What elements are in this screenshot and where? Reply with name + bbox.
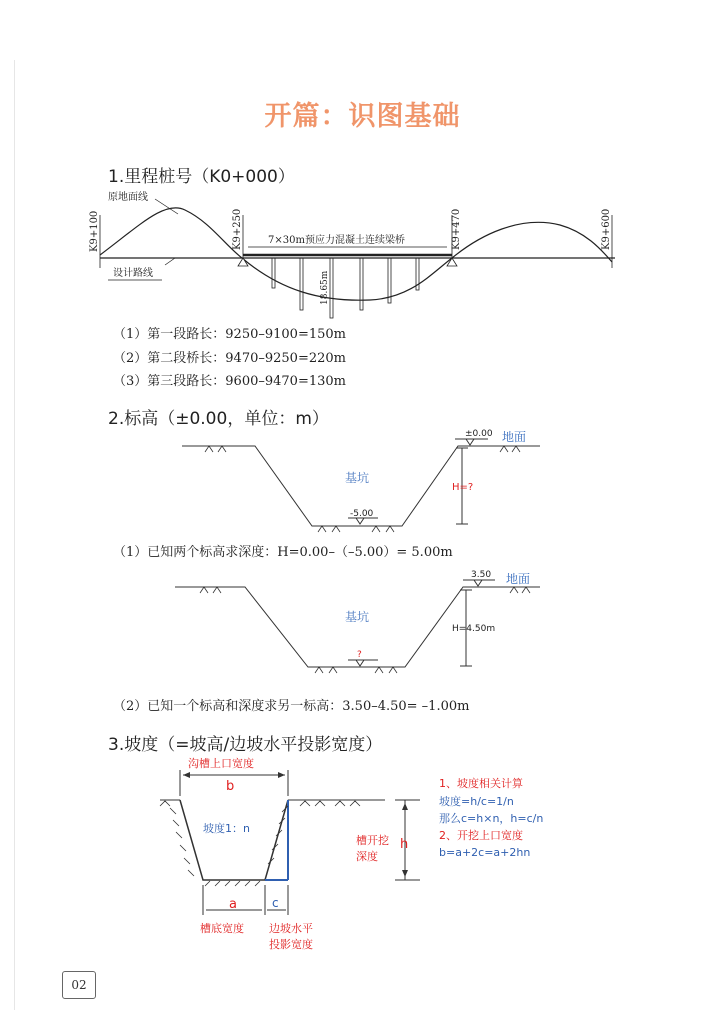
design-label: 设计路线 — [113, 268, 153, 279]
section2-line-1: （1）已知两个标高求深度：H=0.00–（–5.00）= 5.00m — [113, 545, 453, 560]
pit-label-2: 基坑 — [345, 610, 370, 624]
depth-label-1: 槽开挖 — [356, 834, 389, 847]
note-line: 那么c=h×n，h=c/n — [439, 812, 544, 825]
pier — [360, 258, 363, 310]
formula-notes — [439, 776, 543, 859]
bottom-elev-marker — [356, 660, 364, 666]
bottom-width-label: 槽底宽度 — [200, 922, 244, 935]
horiz-label-1: 边坡水平 — [269, 922, 313, 935]
section1-line-1: （1）第一段路长：9250–9100=150m — [113, 327, 346, 342]
section2-line-2: （2）已知一个标高和深度求另一标高：3.50–4.50= –1.00m — [113, 699, 470, 714]
depth-label-2: 深度 — [356, 850, 378, 863]
note-line: 2、开挖上口宽度 — [439, 829, 523, 842]
bottom-elev-1: -5.00 — [350, 509, 374, 519]
horiz-label-2: 投影宽度 — [269, 938, 313, 951]
road-profile-diagram — [100, 199, 615, 318]
slope-label: 坡度1：n — [203, 822, 250, 835]
ground-hatch — [200, 587, 221, 593]
bottom-hatch — [205, 881, 260, 886]
station-k9-100: K9+100 — [89, 210, 100, 252]
top-width-label: 沟槽上口宽度 — [188, 757, 254, 770]
top-elev-2: 3.50 — [471, 570, 492, 580]
bearing-right — [447, 258, 457, 266]
c-label: c — [272, 896, 279, 910]
slope-hatch-left — [170, 808, 194, 876]
arrow — [183, 772, 190, 778]
ground-hatch — [500, 446, 520, 452]
ground-hatch — [160, 801, 360, 806]
section3-heading: 3.坡度（=坡高/边坡水平投影宽度） — [108, 735, 383, 755]
ground-hatch — [205, 446, 226, 452]
section2-heading: 2.标高（±0.00，单位：m） — [108, 409, 329, 429]
elev-marker — [466, 439, 474, 445]
page-title: 开篇：识图基础 — [264, 101, 461, 132]
ground-label: 原地面线 — [108, 192, 148, 203]
pier — [272, 258, 275, 288]
ground-label-2: 地面 — [506, 572, 531, 586]
ground-leader — [155, 199, 178, 214]
arrow — [402, 803, 408, 810]
ground-label-1: 地面 — [502, 430, 527, 444]
pier-height: 18.65m — [320, 270, 330, 305]
station-k9-470: K9+470 — [451, 208, 462, 250]
top-elev-1: ±0.00 — [465, 429, 493, 439]
section1-heading: 1.里程桩号（K0+000） — [108, 167, 295, 187]
height-label-2: H=4.50m — [452, 624, 496, 634]
bottom-hatch — [315, 667, 397, 673]
bottom-elev-2: ? — [357, 650, 362, 660]
station-k9-600: K9+600 — [601, 208, 612, 250]
pit-label-1: 基坑 — [345, 471, 370, 485]
trench-outline — [180, 800, 288, 880]
bridge-label: 7×30m预应力混凝土连续梁桥 — [268, 235, 405, 246]
note-line: b=a+2c=a+2hn — [439, 846, 531, 859]
arrow — [402, 870, 408, 877]
elev-marker — [474, 580, 482, 586]
section1-line-3: （3）第三段路长：9600–9470=130m — [113, 374, 346, 389]
a-label: a — [229, 897, 237, 912]
pier — [330, 258, 333, 318]
note-line: 1、坡度相关计算 — [439, 777, 523, 790]
b-label: b — [226, 779, 235, 794]
note-line: 坡度=h/c=1/n — [439, 795, 514, 808]
section1-line-2: （2）第二段桥长：9470–9250=220m — [113, 351, 346, 366]
h-label: h — [400, 837, 409, 852]
page-number: 02 — [62, 971, 96, 999]
bottom-hatch — [318, 526, 394, 532]
ground-hatch — [510, 587, 530, 593]
station-k9-250: K9+250 — [232, 208, 243, 250]
pier — [300, 258, 303, 310]
design-leader — [165, 258, 175, 265]
height-label-1: H=? — [452, 482, 474, 493]
arrow — [278, 772, 285, 778]
